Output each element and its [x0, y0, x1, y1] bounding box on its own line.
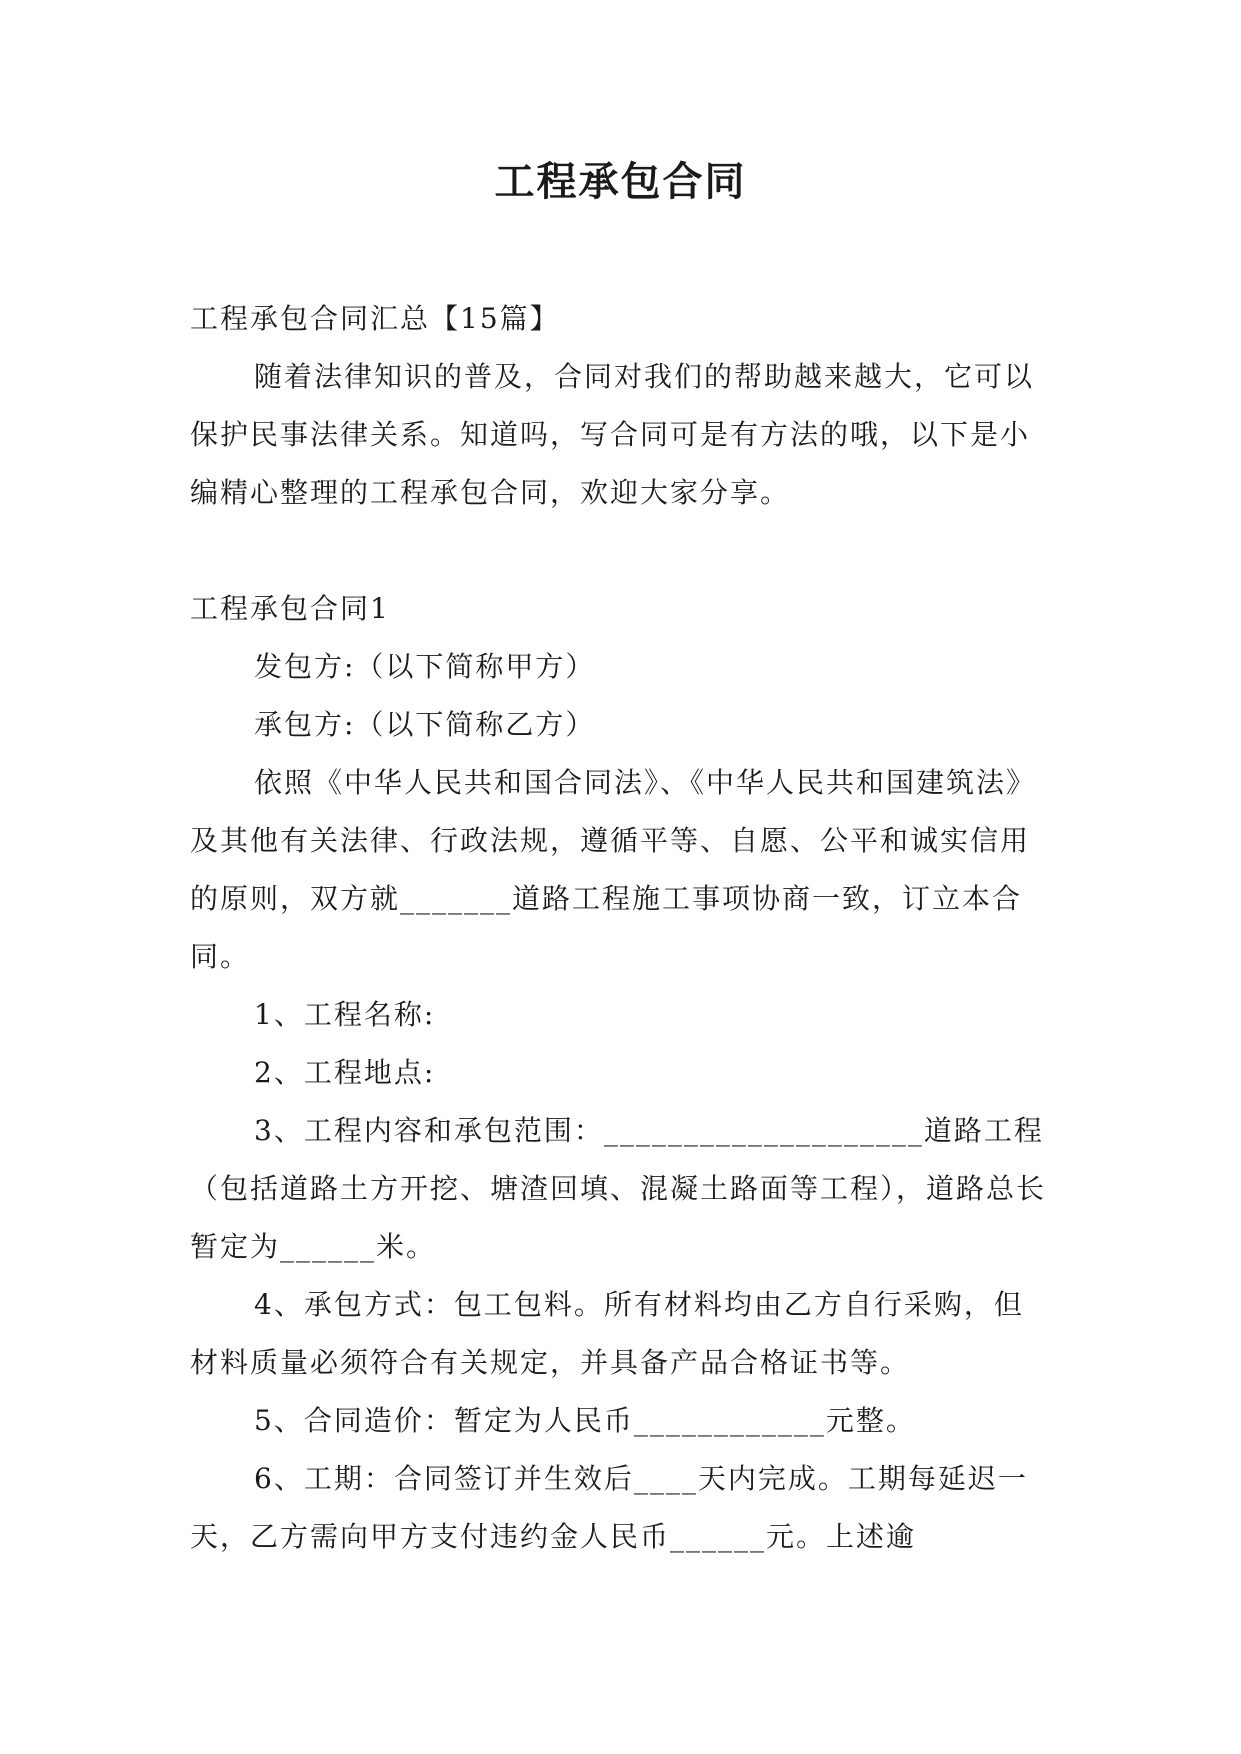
clause-contract-method: 4、承包方式：包工包料。所有材料均由乙方自行采购，但材料质量必须符合有关规定，并具备产品合格证书等。 [190, 1288, 1024, 1379]
document-subtitle: 工程承包合同汇总【15篇】 [190, 302, 560, 335]
legal-basis-paragraph: 依照《中华人民共和国合同法》、《中华人民共和国建筑法》及其他有关法律、行政法规，遵循平等、自愿、公平和诚实信用的原则，双方就_______道路工程施工事项协商一致，订立本合同。 [190, 766, 1037, 973]
party-b-line: 承包方:（以下简称乙方） [254, 708, 596, 741]
party-a-line: 发包方:（以下简称甲方） [254, 650, 596, 683]
clause-project-scope: 3、工程内容和承包范围：____________________道路工程（包括道路土方开挖、塘渣回填、混凝土路面等工程），道路总长暂定为______米。 [190, 1114, 1047, 1263]
clause-construction-period: 6、工期：合同签订并生效后____天内完成。工期每延迟一天，乙方需向甲方支付违约金人民币______元。上述逾 [190, 1462, 1028, 1553]
intro-paragraph: 随着法律知识的普及，合同对我们的帮助越来越大，它可以保护民事法律关系。知道吗，写合同可是有方法的哦，以下是小编精心整理的工程承包合同，欢迎大家分享。 [190, 360, 1035, 509]
clause-project-name: 1、工程名称: [254, 998, 436, 1031]
document-body [190, 290, 1050, 1566]
clause-contract-price: 5、合同造价：暂定为人民币____________元整。 [254, 1404, 916, 1437]
clause-project-location: 2、工程地点: [254, 1056, 436, 1089]
section-spacer [190, 522, 1050, 580]
document-title: 工程承包合同 [494, 158, 747, 205]
section-heading: 工程承包合同1 [190, 592, 390, 625]
